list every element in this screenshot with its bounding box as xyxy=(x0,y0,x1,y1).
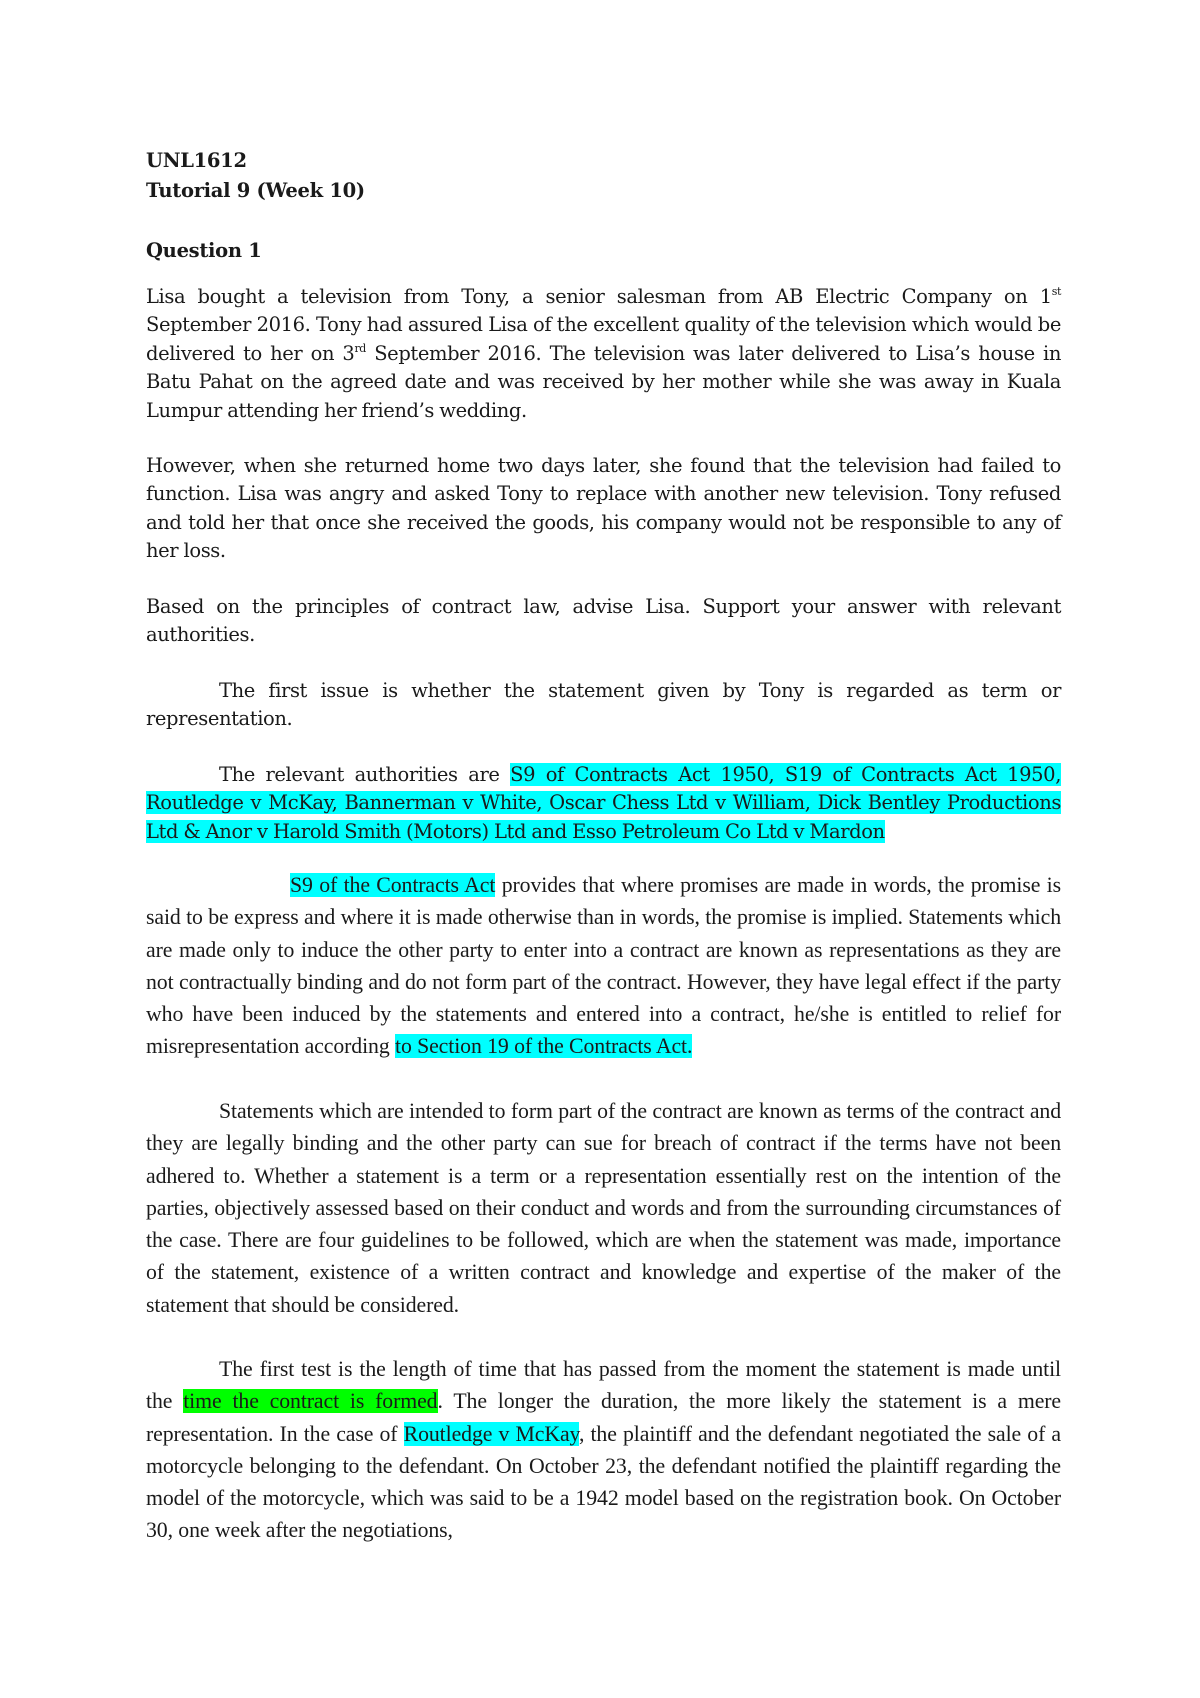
question-paragraph-2: However, when she returned home two days later, she found that the television had failed to function. Lisa was angry and asked Tony to replace with another new television. Tony refused and told her that once she received the goods, his company would not be responsible to any of her loss. xyxy=(146,454,1061,563)
course-code: UNL1612 xyxy=(146,149,247,172)
question-paragraph-1: Lisa bought a television from Tony, a senior salesman from AB Electric Company on 1st September 2016. Tony had assured Lisa of the excellent quality of the television which would be delivered to her on 3rd September 2016. The television was later delivered to Lisa’s house in Batu Pahat on the agreed date and was received by her mother while she was away in Kuala Lumpur attending her friend’s wedding. xyxy=(146,285,1061,422)
case-highlight: Routledge v McKay xyxy=(403,1421,579,1446)
time-highlight: time the contract is formed xyxy=(183,1389,438,1414)
s19-highlight: to Section 19 of the Contracts Act. xyxy=(394,1034,693,1059)
s9-paragraph: S9 of the Contracts Act provides that where promises are made in words, the promise is said to be express and where it is made otherwise than in words, the promise is implied. Statements which are made only to induce the other party to enter into a contract are known as representations as they are not contractually binding and do not form part of the contract. However, they have legal effect if the party who have been induced by the statements and entered into a contract, he/she is entitled to relief for misrepresentation according to Section 19 of the Contracts Act. xyxy=(146,873,1062,1059)
question-heading: Question 1 xyxy=(146,239,262,262)
terms-paragraph: Statements which are intended to form part of the contract are known as terms of the contract and they are legally binding and the other party can sue for breach of contract if the terms have not been adhered to. Whether a statement is a term or a representation essentially rest on the intention of the parties, objectively assessed based on their conduct and words and from the surrounding circumstances of the case. There are four guidelines to be followed, which are when the statement was made, importance of the statement, existence of a written contract and knowledge and expertise of the maker of the statement that should be considered. xyxy=(146,1099,1061,1317)
tutorial-title: Tutorial 9 (Week 10) xyxy=(146,179,365,202)
authorities-paragraph: The relevant authorities are S9 of Contracts Act 1950, S19 of Contracts Act 1950, Routledge v McKay, Bannerman v White, Oscar Chess Ltd v William, Dick Bentley Productions Ltd & Anor v Harold Smith (Motors) Ltd and Esso Petroleum Co Ltd v Mardon xyxy=(146,763,1061,843)
first-test-paragraph: The first test is the length of time that has passed from the moment the statement is made until the time the contract is formed. The longer the duration, the more likely the statement is a mere representation. In the case of Routledge v McKay, the plaintiff and the defendant negotiated the sale of a motorcycle belonging to the defendant. On October 23, the defendant notified the plaintiff regarding the model of the motorcycle, which was said to be a 1942 model based on the registration book. On October 30, one week after the negotiations, xyxy=(146,1357,1062,1543)
authorities-highlight: S9 of Contracts Act 1950, S19 of Contracts Act 1950, Routledge v McKay, Bannerman v White, Oscar Chess Ltd v William, Dick Bentley Productions Ltd & Anor v Harold Smith (Motors) Ltd and Esso Petroleum Co Ltd v Mardon xyxy=(146,763,1061,843)
s9-highlight: S9 of the Contracts Act xyxy=(290,873,496,897)
question-paragraph-3: Based on the principles of contract law, advise Lisa. Support your answer with relevant authorities. xyxy=(146,595,1061,647)
issue-paragraph: The first issue is whether the statement given by Tony is regarded as term or representation. xyxy=(146,679,1061,731)
